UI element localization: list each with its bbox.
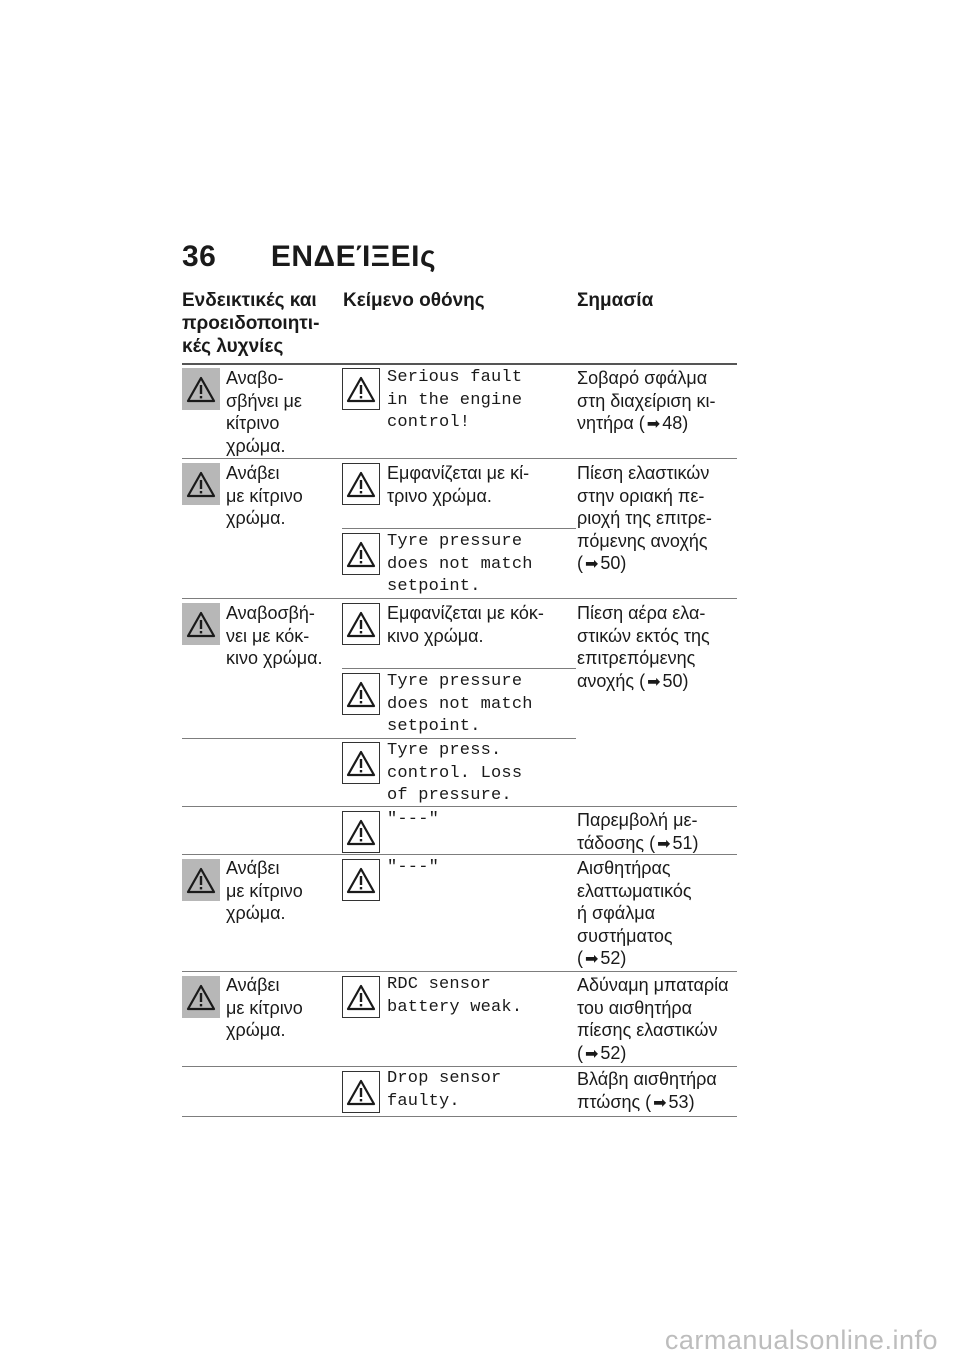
display-text: "---": [387, 858, 440, 877]
warning-triangle-icon: [182, 603, 220, 645]
indicator-text: Ανάβει με κίτρινο χρώμα.: [226, 463, 303, 529]
warning-triangle-icon: [182, 368, 220, 410]
row-divider: [182, 458, 737, 459]
meaning-text: Πίεση ελαστικών στην οριακή πε- ριοχή της επιτρε- πόμενης ανοχής ( ➡ 50): [577, 462, 737, 577]
row-divider: [182, 854, 737, 855]
warning-triangle-icon: [342, 742, 380, 784]
display-text: RDC sensor battery weak.: [387, 975, 523, 1017]
warning-triangle-icon: [342, 603, 380, 645]
warning-triangle-icon: [342, 673, 380, 715]
header-divider: [182, 363, 737, 365]
row-divider: [182, 598, 737, 599]
arrow-right-icon: ➡: [647, 673, 661, 691]
arrow-right-icon: ➡: [585, 556, 599, 574]
column-header-indicator: Ενδεικτικές και προειδοποιητι- κές λυχνίες: [182, 290, 320, 357]
page-title: ΕΝΔΕΊΞΕΙς: [270, 240, 437, 273]
warning-triangle-icon: [342, 976, 380, 1018]
page-reference[interactable]: ( ➡ 52): [577, 1043, 626, 1063]
warning-triangle-icon: [342, 1071, 380, 1113]
page-reference[interactable]: ( ➡ 51): [649, 833, 698, 853]
display-text: Tyre pressure does not match setpoint.: [387, 672, 533, 737]
watermark: carmanualsonline.info: [664, 1325, 938, 1355]
warning-triangle-icon: [182, 463, 220, 505]
page-reference[interactable]: ( ➡ 50): [577, 553, 626, 573]
row-divider: [342, 668, 576, 669]
page-number: 36: [182, 240, 217, 273]
indicator-text: Αναβο- σβήνει με κίτρινο χρώμα.: [226, 368, 302, 456]
meaning-text: Πίεση αέρα ελα- στικών εκτός της επιτρεπόμενης ανοχής ( ➡ 50): [577, 602, 737, 694]
warning-triangle-icon: [182, 976, 220, 1018]
indicator-text: Ανάβει με κίτρινο χρώμα.: [226, 975, 303, 1041]
arrow-right-icon: ➡: [646, 416, 661, 434]
warning-triangle-icon: [342, 859, 380, 901]
warning-triangle-icon: [342, 368, 380, 410]
page-reference[interactable]: ( ➡ 48): [639, 413, 688, 433]
column-header-display-text: Κείμενο οθόνης: [343, 290, 485, 311]
indicator-text: Αναβοσβή- νει με κόκ- κινο χρώμα.: [226, 603, 323, 669]
arrow-right-icon: ➡: [653, 1094, 667, 1112]
page-header: [182, 240, 436, 280]
arrow-right-icon: ➡: [585, 951, 599, 969]
warning-triangle-icon: [342, 463, 380, 505]
display-text: Tyre press. control. Loss of pressure.: [387, 741, 523, 806]
page-reference[interactable]: ( ➡ 53): [645, 1092, 694, 1112]
row-divider: [342, 528, 576, 529]
meaning-text: Σοβαρό σφάλμα στη διαχείριση κι- νητήρα ( ➡ 48): [577, 367, 737, 437]
row-divider: [182, 1066, 737, 1067]
warning-triangle-icon: [342, 811, 380, 853]
display-text: Tyre pressure does not match setpoint.: [387, 532, 533, 597]
meaning-text: Παρεμβολή με- τάδοσης ( ➡ 51): [577, 809, 737, 856]
page-reference[interactable]: ( ➡ 52): [577, 948, 626, 968]
row-divider: [182, 738, 576, 739]
display-text: "---": [387, 810, 440, 829]
meaning-text: Αδύναμη μπαταρία του αισθητήρα πίεσης ελαστικών ( ➡ 52): [577, 974, 737, 1066]
display-text: Εμφανίζεται με κόκ- κινο χρώμα.: [387, 603, 544, 646]
arrow-right-icon: ➡: [585, 1045, 599, 1063]
page-reference[interactable]: ( ➡ 50): [639, 671, 688, 691]
display-text: Εμφανίζεται με κί- τρινο χρώμα.: [387, 463, 530, 506]
meaning-text: Αισθητήρας ελαττωματικός ή σφάλμα συστήματος ( ➡ 52): [577, 857, 737, 972]
meaning-text: Βλάβη αισθητήρα πτώσης ( ➡ 53): [577, 1068, 737, 1115]
table-bottom-rule: [182, 1116, 737, 1117]
row-divider: [182, 971, 737, 972]
display-text: Serious fault in the engine control!: [387, 368, 523, 433]
display-text: Drop sensor faulty.: [387, 1069, 502, 1111]
row-divider: [182, 806, 737, 807]
indicator-text: Ανάβει με κίτρινο χρώμα.: [226, 858, 303, 924]
column-header-meaning: Σημασία: [577, 290, 654, 311]
warning-triangle-icon: [182, 859, 220, 901]
warning-triangle-icon: [342, 533, 380, 575]
arrow-right-icon: ➡: [657, 835, 671, 853]
